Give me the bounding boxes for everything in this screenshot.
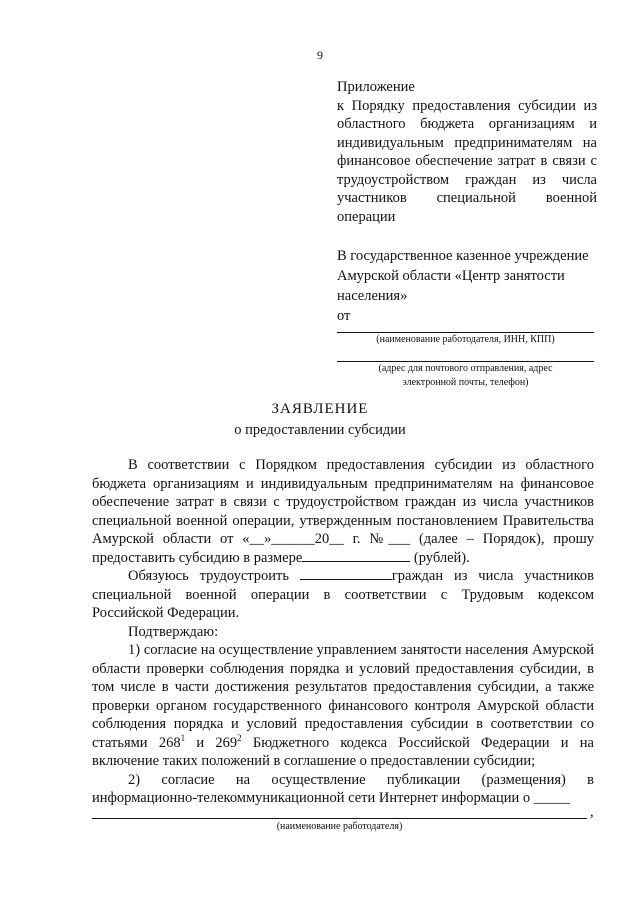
- postal-caption: (адрес для почтового отправления, адрес электронной почты, телефон): [378, 363, 553, 388]
- amount-fill-line: [302, 549, 410, 562]
- line-comma: ,: [590, 804, 594, 820]
- appendix-block: [337, 78, 597, 226]
- footnote-1: 1: [180, 732, 186, 743]
- document-title: ЗАЯВЛЕНИЕ: [271, 401, 369, 417]
- obligation-end: граждан из числа участников специальной военной операции в соответствии с Трудовым кодексом Российской Федерации.: [92, 568, 595, 621]
- paragraph-obligation: [92, 567, 594, 623]
- currency-note: (рублей).: [413, 549, 470, 566]
- consent-1-part-a: 1) согласие на осуществление управлением занятости населения Амурской области проверки соблюдения порядка и условий предоставления субсидии, в том числе в части достижения результатов предоставления субсидии, а также проверки органом государственного финансового контроля Амурской области соблюдения порядка и условий предоставления субсидии в соответствии со статьями 268: [92, 642, 594, 751]
- paragraph-consent-2: 2) согласие на осуществление публикации (размещения) в информационно-телекоммуникационной сети Интернет информации о _____: [92, 771, 594, 806]
- addressee-text: В государственное казенное учреждение Амурской области «Центр занятости населения»: [337, 248, 589, 304]
- appendix-title: Приложение: [337, 79, 415, 95]
- page-number: 9: [317, 48, 323, 62]
- paragraph-request: [92, 456, 594, 567]
- consent-1-part-b: и 269: [185, 734, 238, 751]
- paragraph-request-text: В соответствии с Порядком предоставления субсидии из областного бюджета организациям и индивидуальным предпринимателям на финансовое обеспечение затрат в связи с трудоустройством граждан из числа участников специальной военной операции, утвержденным постановлением Правительства Амурской области от «__»______20__ г. №___ (далее – Порядок), прошу предоставить субсидию в размере: [92, 457, 594, 566]
- document-body: [92, 456, 594, 808]
- paragraph-consent-1: [92, 641, 594, 771]
- employer-name-fill-line: [92, 818, 587, 819]
- document-subtitle: о предоставлении субсидии: [234, 422, 406, 438]
- employer-caption: (наименование работодателя, ИНН, КПП): [376, 334, 555, 345]
- consent-1-part-c: Бюджетного кодекса Российской Федерации и на включение таких положений в соглашение о предоставлении субсидии;: [92, 734, 594, 769]
- from-label: от: [337, 308, 351, 324]
- employer-name-caption: (наименование работодателя): [276, 821, 403, 832]
- addressee-block: [337, 246, 597, 326]
- footnote-2: 2: [237, 732, 242, 743]
- obligation-start: Обязуюсь трудоустроить: [128, 568, 289, 584]
- paragraph-confirm: Подтверждаю:: [128, 623, 219, 640]
- appendix-text: к Порядку предоставления субсидии из областного бюджета организациям и индивидуальным предпринимателям на финансовое обеспечение затрат в связи с трудоустройством граждан из числа участников специальной военной операции: [337, 97, 597, 225]
- citizens-count-fill-line: [300, 567, 392, 580]
